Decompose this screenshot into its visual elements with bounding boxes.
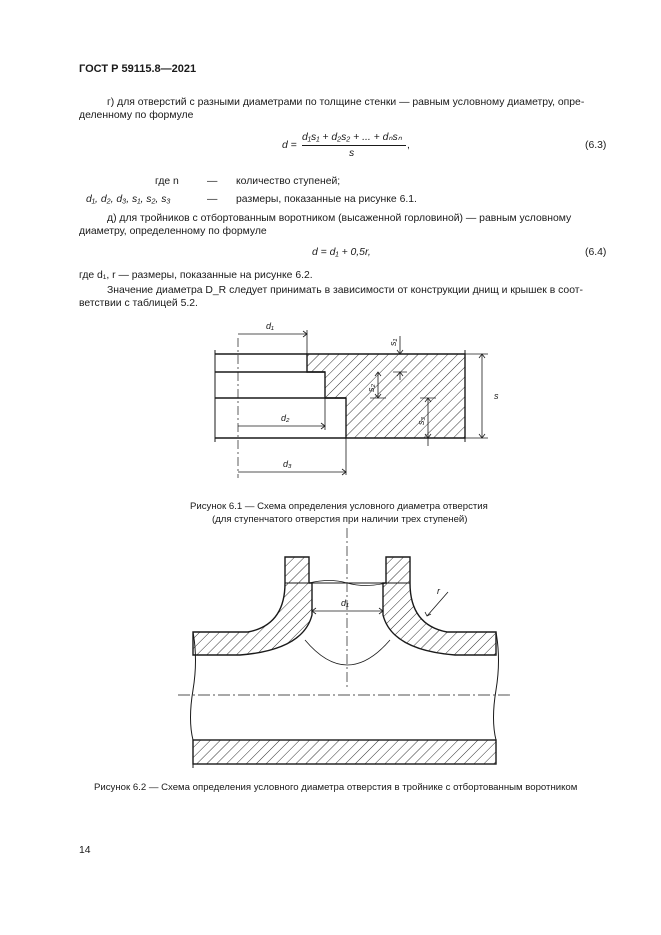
figure-61-caption-line2: (для ступенчатого отверстия при наличии трех ступеней) — [212, 514, 468, 525]
stepped-wall-section — [307, 354, 465, 438]
where-dims-text: размеры, показанные на рисунке 6.1. — [236, 194, 417, 205]
item-d-line2: диаметру, определенному по формуле — [79, 226, 267, 237]
formula-63-denominator: s — [349, 148, 355, 159]
figure-62-drawing — [178, 528, 512, 768]
fig61-label-s: s — [494, 391, 499, 401]
item-g-line2: деленному по формуле — [79, 110, 194, 121]
where-n-text: количество ступеней; — [236, 176, 341, 187]
fig61-label-s3: s₃ — [416, 416, 426, 425]
fig61-label-d2: d₂ — [281, 413, 290, 423]
formula-63-comma: , — [407, 140, 410, 151]
figure-61-caption-line1: Рисунок 6.1 — Схема определения условного диаметра отверстия — [190, 501, 488, 512]
formula-63-number: (6.3) — [585, 140, 607, 151]
left-collar-section — [193, 557, 312, 655]
formula-64-number: (6.4) — [585, 247, 607, 258]
formula-64: d = d₁ + 0,5r, — [312, 247, 371, 258]
fig61-label-s1: s₁ — [388, 338, 398, 346]
where-n-dash: — — [207, 176, 218, 187]
figure-62-caption: Рисунок 6.2 — Схема определения условного диаметра отверстия в тройнике с отбортованным воротником — [94, 782, 578, 793]
item-g-line1: г) для отверстий с разными диаметрами по толщине стенки — равным условному диаметру, опре- — [107, 97, 585, 108]
where-dims: d₁, d₂, d₃, s₁, s₂, s₃ — [86, 194, 171, 205]
dr-para-line1: Значение диаметра D_R следует принимать в зависимости от конструкции днищ и крышек в соот- — [107, 285, 583, 296]
fig62-label-d1: d₁ — [341, 598, 349, 608]
item-d-line1: д) для тройников с отбортованным воротником (высаженной горловиной) — равным условному — [107, 213, 572, 224]
formula-63-numerator: d₁s₁ + d₂s₂ + ... + dₙsₙ — [302, 132, 402, 143]
fig62-label-r: r — [437, 586, 440, 596]
right-collar-section — [383, 557, 496, 655]
where-n: где n — [155, 176, 179, 187]
dr-para-line2: ветствии с таблицей 5.2. — [79, 298, 198, 309]
fig61-label-d1: d₁ — [266, 321, 274, 331]
formula-63-lhs: d = — [282, 140, 297, 151]
where-dims-dash: — — [207, 194, 218, 205]
fig61-label-s2: s₂ — [366, 384, 376, 392]
figure-61-drawing — [215, 330, 488, 478]
document-header: ГОСТ Р 59115.8—2021 — [79, 63, 197, 75]
where-fig62: где d₁, r — размеры, показанные на рисунке 6.2. — [79, 270, 313, 281]
page-number: 14 — [79, 845, 91, 856]
fig61-label-d3: d₃ — [283, 459, 292, 469]
